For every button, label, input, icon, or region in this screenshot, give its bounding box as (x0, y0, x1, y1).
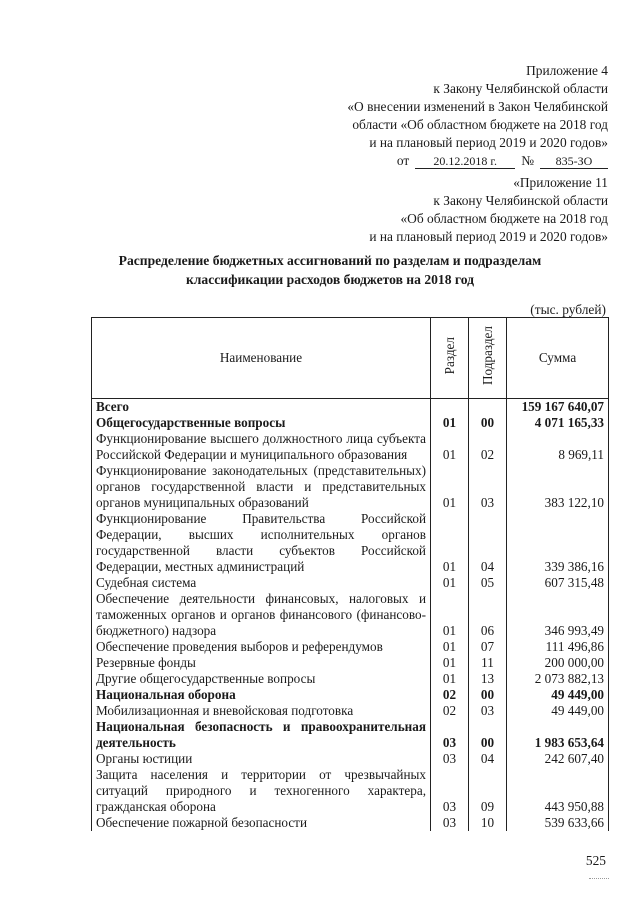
row-section: 02 (431, 703, 469, 719)
row-amount: 159 167 640,07 (507, 399, 609, 416)
row-name: Обеспечение проведения выборов и референдумов (92, 639, 431, 655)
header-section (431, 318, 469, 399)
row-amount: 383 122,10 (507, 463, 609, 511)
row-name: Всего (92, 399, 431, 416)
row-section: 01 (431, 431, 469, 463)
table-row (92, 575, 609, 591)
row-subsection: 04 (469, 751, 507, 767)
footer-divider (589, 878, 609, 879)
row-name: Судебная система (92, 575, 431, 591)
units-label: (тыс. рублей) (530, 302, 606, 317)
row-amount: 242 607,40 (507, 751, 609, 767)
table-row (92, 815, 609, 831)
date-prefix: от (396, 153, 410, 168)
row-amount: 539 633,66 (507, 815, 609, 831)
original-law-ref: к Закону Челябинской области (433, 193, 608, 208)
row-amount: 111 496,86 (507, 639, 609, 655)
row-name: Другие общегосударственные вопросы (92, 671, 431, 687)
row-name: Обеспечение пожарной безопасности (92, 815, 431, 831)
row-name: Органы юстиции (92, 751, 431, 767)
row-amount: 346 993,49 (507, 591, 609, 639)
row-name: Национальная оборона (92, 687, 431, 703)
table-row (92, 767, 609, 815)
row-subsection: 13 (469, 671, 507, 687)
row-amount: 443 950,88 (507, 767, 609, 815)
row-subsection: 00 (469, 415, 507, 431)
header-section-label: Раздел (441, 337, 457, 375)
row-name: Национальная безопасность и правоохранительная деятельность (92, 719, 431, 751)
row-section: 02 (431, 687, 469, 703)
header-subsection-label: Подраздел (479, 326, 495, 386)
appendix-law-title-2: области «Об областном бюджете на 2018 год (352, 117, 608, 132)
appendix-number: Приложение 4 (526, 63, 608, 78)
row-subsection (469, 399, 507, 416)
appendix-law-ref: к Закону Челябинской области (433, 81, 608, 96)
row-name: Функционирование законодательных (представительных) органов государственной власти и представительных органов муниципальных образований (92, 463, 431, 511)
row-name: Функционирование высшего должностного лица субъекта Российской Федерации и муниципального образования (92, 431, 431, 463)
row-subsection: 00 (469, 687, 507, 703)
row-section: 01 (431, 591, 469, 639)
header-subsection (469, 318, 507, 399)
row-subsection: 02 (469, 431, 507, 463)
row-subsection: 04 (469, 511, 507, 575)
appendix-date-line (347, 152, 608, 170)
table-row (92, 591, 609, 639)
row-section: 01 (431, 671, 469, 687)
row-section: 03 (431, 815, 469, 831)
appendix-law-title-1: «О внесении изменений в Закон Челябинской (347, 99, 608, 114)
table-row (92, 687, 609, 703)
row-subsection: 00 (469, 719, 507, 751)
budget-table (91, 317, 609, 831)
row-name: Общегосударственные вопросы (92, 415, 431, 431)
row-amount: 1 983 653,64 (507, 719, 609, 751)
row-name: Защита населения и территории от чрезвычайных ситуаций природного и техногенного характера, гражданская оборона (92, 767, 431, 815)
original-law-title-1: «Об областном бюджете на 2018 год (400, 211, 608, 226)
row-section: 01 (431, 415, 469, 431)
document-title-line-1: Распределение бюджетных ассигнований по разделам и подразделам (118, 253, 542, 268)
table-row (92, 463, 609, 511)
page-number: 525 (585, 853, 606, 868)
table-row (92, 655, 609, 671)
original-appendix-number: «Приложение 11 (513, 175, 608, 190)
row-section: 03 (431, 719, 469, 751)
table-row (92, 719, 609, 751)
row-name: Обеспечение деятельности финансовых, налоговых и таможенных органов и органов финансового (финансово-бюджетного) надзора (92, 591, 431, 639)
table-row-total (92, 399, 609, 416)
table-row (92, 415, 609, 431)
row-amount: 8 969,11 (507, 431, 609, 463)
row-name: Резервные фонды (92, 655, 431, 671)
row-subsection: 03 (469, 703, 507, 719)
row-amount: 2 073 882,13 (507, 671, 609, 687)
row-section: 01 (431, 575, 469, 591)
row-name: Мобилизационная и вневойсковая подготовка (92, 703, 431, 719)
header-amount: Сумма (507, 318, 609, 399)
row-amount: 339 386,16 (507, 511, 609, 575)
row-amount: 49 449,00 (507, 687, 609, 703)
row-section: 01 (431, 655, 469, 671)
row-subsection: 06 (469, 591, 507, 639)
row-amount: 49 449,00 (507, 703, 609, 719)
table-row (92, 639, 609, 655)
row-amount: 200 000,00 (507, 655, 609, 671)
appendix-header-original (369, 174, 608, 246)
row-subsection: 09 (469, 767, 507, 815)
row-section: 01 (431, 463, 469, 511)
document-title (80, 251, 580, 289)
row-subsection: 05 (469, 575, 507, 591)
table-row (92, 671, 609, 687)
row-subsection: 11 (469, 655, 507, 671)
table-row (92, 751, 609, 767)
row-subsection: 10 (469, 815, 507, 831)
row-section: 03 (431, 767, 469, 815)
row-subsection: 07 (469, 639, 507, 655)
table-row (92, 431, 609, 463)
row-section: 01 (431, 639, 469, 655)
row-section: 01 (431, 511, 469, 575)
table-header-row (92, 318, 609, 399)
row-amount: 4 071 165,33 (507, 415, 609, 431)
table-row (92, 511, 609, 575)
row-subsection: 03 (469, 463, 507, 511)
appendix-law-title-3: и на плановый период 2019 и 2020 годов» (369, 135, 608, 150)
law-number: 835-ЗО (540, 154, 608, 169)
row-section (431, 399, 469, 416)
header-name: Наименование (92, 318, 431, 399)
number-label: № (521, 153, 534, 168)
law-date: 20.12.2018 г. (415, 154, 515, 169)
table-row (92, 703, 609, 719)
row-name: Функционирование Правительства Российской Федерации, высших исполнительных органов государственной власти субъектов Российской Федерации, местных администраций (92, 511, 431, 575)
row-amount: 607 315,48 (507, 575, 609, 591)
row-section: 03 (431, 751, 469, 767)
appendix-header-current (347, 62, 608, 170)
document-title-line-2: классификации расходов бюджетов на 2018 год (185, 272, 475, 287)
original-law-title-2: и на плановый период 2019 и 2020 годов» (369, 229, 608, 244)
